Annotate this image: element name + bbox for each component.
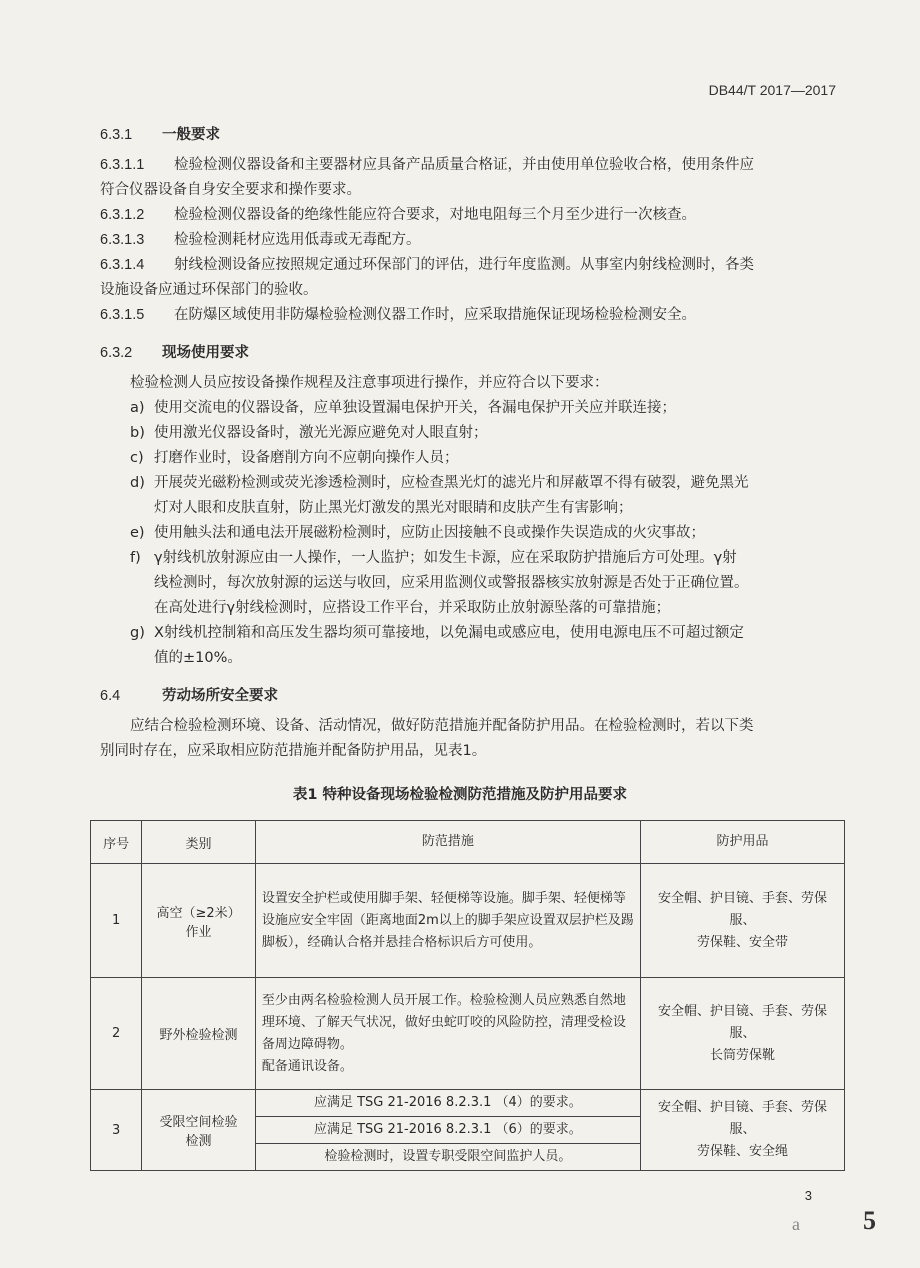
row-category	[142, 1090, 256, 1171]
row-category	[142, 864, 256, 978]
row-no: 1	[91, 864, 142, 978]
list-item-d	[100, 471, 836, 496]
list-text: 使用触头法和通电法开展磁粉检测时，应防止因接触不良或操作失误造成的火灾事故；	[154, 525, 705, 541]
clause-text: 检验检测仪器设备和主要器材应具备产品质量合格证，并由使用单位验收合格，使用条件应	[174, 157, 754, 173]
ppe-line: 劳保鞋、安全绳	[696, 1144, 788, 1159]
section-6-3-2-heading	[100, 341, 836, 366]
list-marker: a)	[130, 400, 145, 416]
ppe-line: 安全帽、护目镜、手套、劳保服、	[657, 890, 827, 928]
row-no: 2	[91, 978, 142, 1090]
list-marker: e)	[130, 525, 145, 541]
row-no: 3	[91, 1090, 142, 1171]
header-ppe: 防护用品	[640, 821, 844, 864]
clause-6-3-1-1-cont: 符合仪器设备自身安全要求和操作要求。	[100, 182, 361, 198]
section-title: 劳动场所安全要求	[162, 688, 278, 704]
table-row	[91, 978, 845, 1090]
table-header-row	[91, 821, 845, 864]
clause-text: 在防爆区域使用非防爆检验检测仪器工作时，应采取措施保证现场检验检测安全。	[174, 307, 696, 323]
row-category: 野外检验检测	[142, 978, 256, 1090]
category-line: 检测	[185, 1134, 212, 1149]
list-text: 使用激光仪器设备时，激光光源应避免对人眼直射；	[154, 425, 488, 441]
list-text: 使用交流电的仪器设备，应单独设置漏电保护开关，各漏电保护开关应并联连接；	[154, 400, 676, 416]
list-item-c	[100, 446, 836, 471]
handwritten-page-mark: 5	[863, 1206, 876, 1235]
clause-number: 6.3.1.4	[100, 257, 145, 273]
section-6-4-para: 应结合检验检测环境、设备、活动情况，做好防范措施并配备防护用品。在检验检测时，若以下类	[130, 718, 754, 734]
ppe-line: 劳保鞋、安全带	[696, 934, 788, 950]
clause-text: 射线检测设备应按照规定通过环保部门的评估，进行年度监测。从事室内射线检测时，各类	[174, 257, 754, 273]
section-6-3-2-intro: 检验检测人员应按设备操作规程及注意事项进行操作，并应符合以下要求：	[130, 375, 609, 391]
clause-number: 6.3.1.2	[100, 207, 145, 223]
section-number: 6.4	[100, 688, 121, 704]
body-text	[100, 120, 836, 764]
row-measure-2: 应满足 TSG 21-2016 8.2.3.1 （6）的要求。	[255, 1117, 640, 1144]
row-measures	[255, 978, 640, 1090]
list-item-b	[100, 421, 836, 446]
section-title: 现场使用要求	[162, 345, 249, 361]
clause-number: 6.3.1.5	[100, 307, 145, 323]
list-item-g	[100, 621, 836, 646]
header-category: 类别	[142, 821, 256, 864]
clause-6-3-1-5	[100, 303, 836, 328]
row-measures: 设置安全护栏或使用脚手架、轻便梯等设施。脚手架、轻便梯等设施应安全牢固（距离地面2m以上的脚手架应设置双层护栏及踢脚板），经确认合格并悬挂合格标识后方可使用。	[255, 864, 640, 978]
clause-number: 6.3.1.3	[100, 232, 145, 248]
clause-6-3-1-2	[100, 203, 836, 228]
list-item-f-cont2: 在高处进行γ射线检测时，应搭设工作平台，并采取防止放射源坠落的可靠措施；	[154, 600, 671, 616]
row-measure-3: 检验检测时，设置专职受限空间监护人员。	[255, 1144, 640, 1171]
list-marker: b)	[130, 425, 145, 441]
clause-number: 6.3.1.1	[100, 157, 145, 173]
ppe-line: 长筒劳保靴	[709, 1047, 775, 1063]
clause-6-3-1-3	[100, 228, 836, 253]
table-row	[91, 1090, 845, 1117]
section-number: 6.3.2	[100, 345, 133, 361]
clause-6-3-1-4	[100, 253, 836, 278]
header-measures: 防范措施	[255, 821, 640, 864]
safety-measures-table	[90, 820, 845, 1171]
list-marker: c)	[130, 450, 144, 466]
row-measure-1: 应满足 TSG 21-2016 8.2.3.1 （4）的要求。	[255, 1090, 640, 1117]
list-item-d-cont: 灯对人眼和皮肤直射，防止黑光灯激发的黑光对眼睛和皮肤产生有害影响；	[154, 500, 633, 516]
table-row	[91, 864, 845, 978]
measures-text: 配备通讯设备。	[261, 1058, 353, 1074]
section-6-4-para-cont: 别同时存在，应采取相应防范措施并配备防护用品，见表1。	[100, 743, 487, 759]
list-text: γ射线机放射源应由一人操作，一人监护；如发生卡源，应在采取防护措施后方可处理。γ射	[154, 550, 737, 566]
category-line: 高空（≥2米）	[156, 905, 241, 921]
clause-6-3-1-1	[100, 153, 836, 178]
list-text: X射线机控制箱和高压发生器均须可靠接地，以免漏电或感应电，使用电源电压不可超过额定	[154, 625, 744, 641]
clause-6-3-1-4-cont: 设施设备应通过环保部门的验收。	[100, 282, 318, 298]
document-code: DB44/T 2017—2017	[708, 82, 836, 98]
list-marker: f)	[130, 550, 141, 566]
list-item-f-cont1: 线检测时，每次放射源的运送与收回，应采用监测仪或警报器核实放射源是否处于正确位置。	[154, 575, 749, 591]
row-ppe	[640, 978, 844, 1090]
row-ppe	[640, 864, 844, 978]
clause-text: 检验检测耗材应选用低毒或无毒配方。	[174, 232, 421, 248]
list-marker: d)	[130, 475, 145, 491]
clause-text: 检验检测仪器设备的绝缘性能应符合要求，对地电阻每三个月至少进行一次核查。	[174, 207, 696, 223]
measures-text: 至少由两名检验检测人员开展工作。检验检测人员应熟悉自然地理环境、了解天气状况，做好虫蛇叮咬的风险防控，清理受检设备周边障碍物。	[261, 992, 626, 1052]
category-line: 受限空间检验	[159, 1115, 238, 1130]
list-item-a	[100, 396, 836, 421]
list-item-f	[100, 546, 836, 571]
list-item-e	[100, 521, 836, 546]
section-title: 一般要求	[162, 127, 220, 143]
table-title: 表1 特种设备现场检验检测防范措施及防护用品要求	[292, 787, 628, 803]
row-ppe	[640, 1090, 844, 1171]
ppe-line: 安全帽、护目镜、手套、劳保服、	[657, 1100, 827, 1137]
list-text: 开展荧光磁粉检测或荧光渗透检测时，应检查黑光灯的滤光片和屏蔽罩不得有破裂，避免黑光	[154, 475, 749, 491]
section-6-3-1-heading	[100, 123, 836, 148]
list-marker: g)	[130, 625, 145, 641]
section-6-4-heading	[100, 684, 836, 709]
page-number: 3	[804, 1188, 812, 1203]
scan-mark: a	[792, 1214, 800, 1234]
section-number: 6.3.1	[100, 127, 133, 143]
header-no: 序号	[91, 821, 142, 864]
ppe-line: 安全帽、护目镜、手套、劳保服、	[657, 1003, 827, 1041]
list-text: 打磨作业时，设备磨削方向不应朝向操作人员；	[154, 450, 459, 466]
category-line: 作业	[185, 924, 212, 940]
list-item-g-cont: 值的±10%。	[154, 650, 242, 666]
